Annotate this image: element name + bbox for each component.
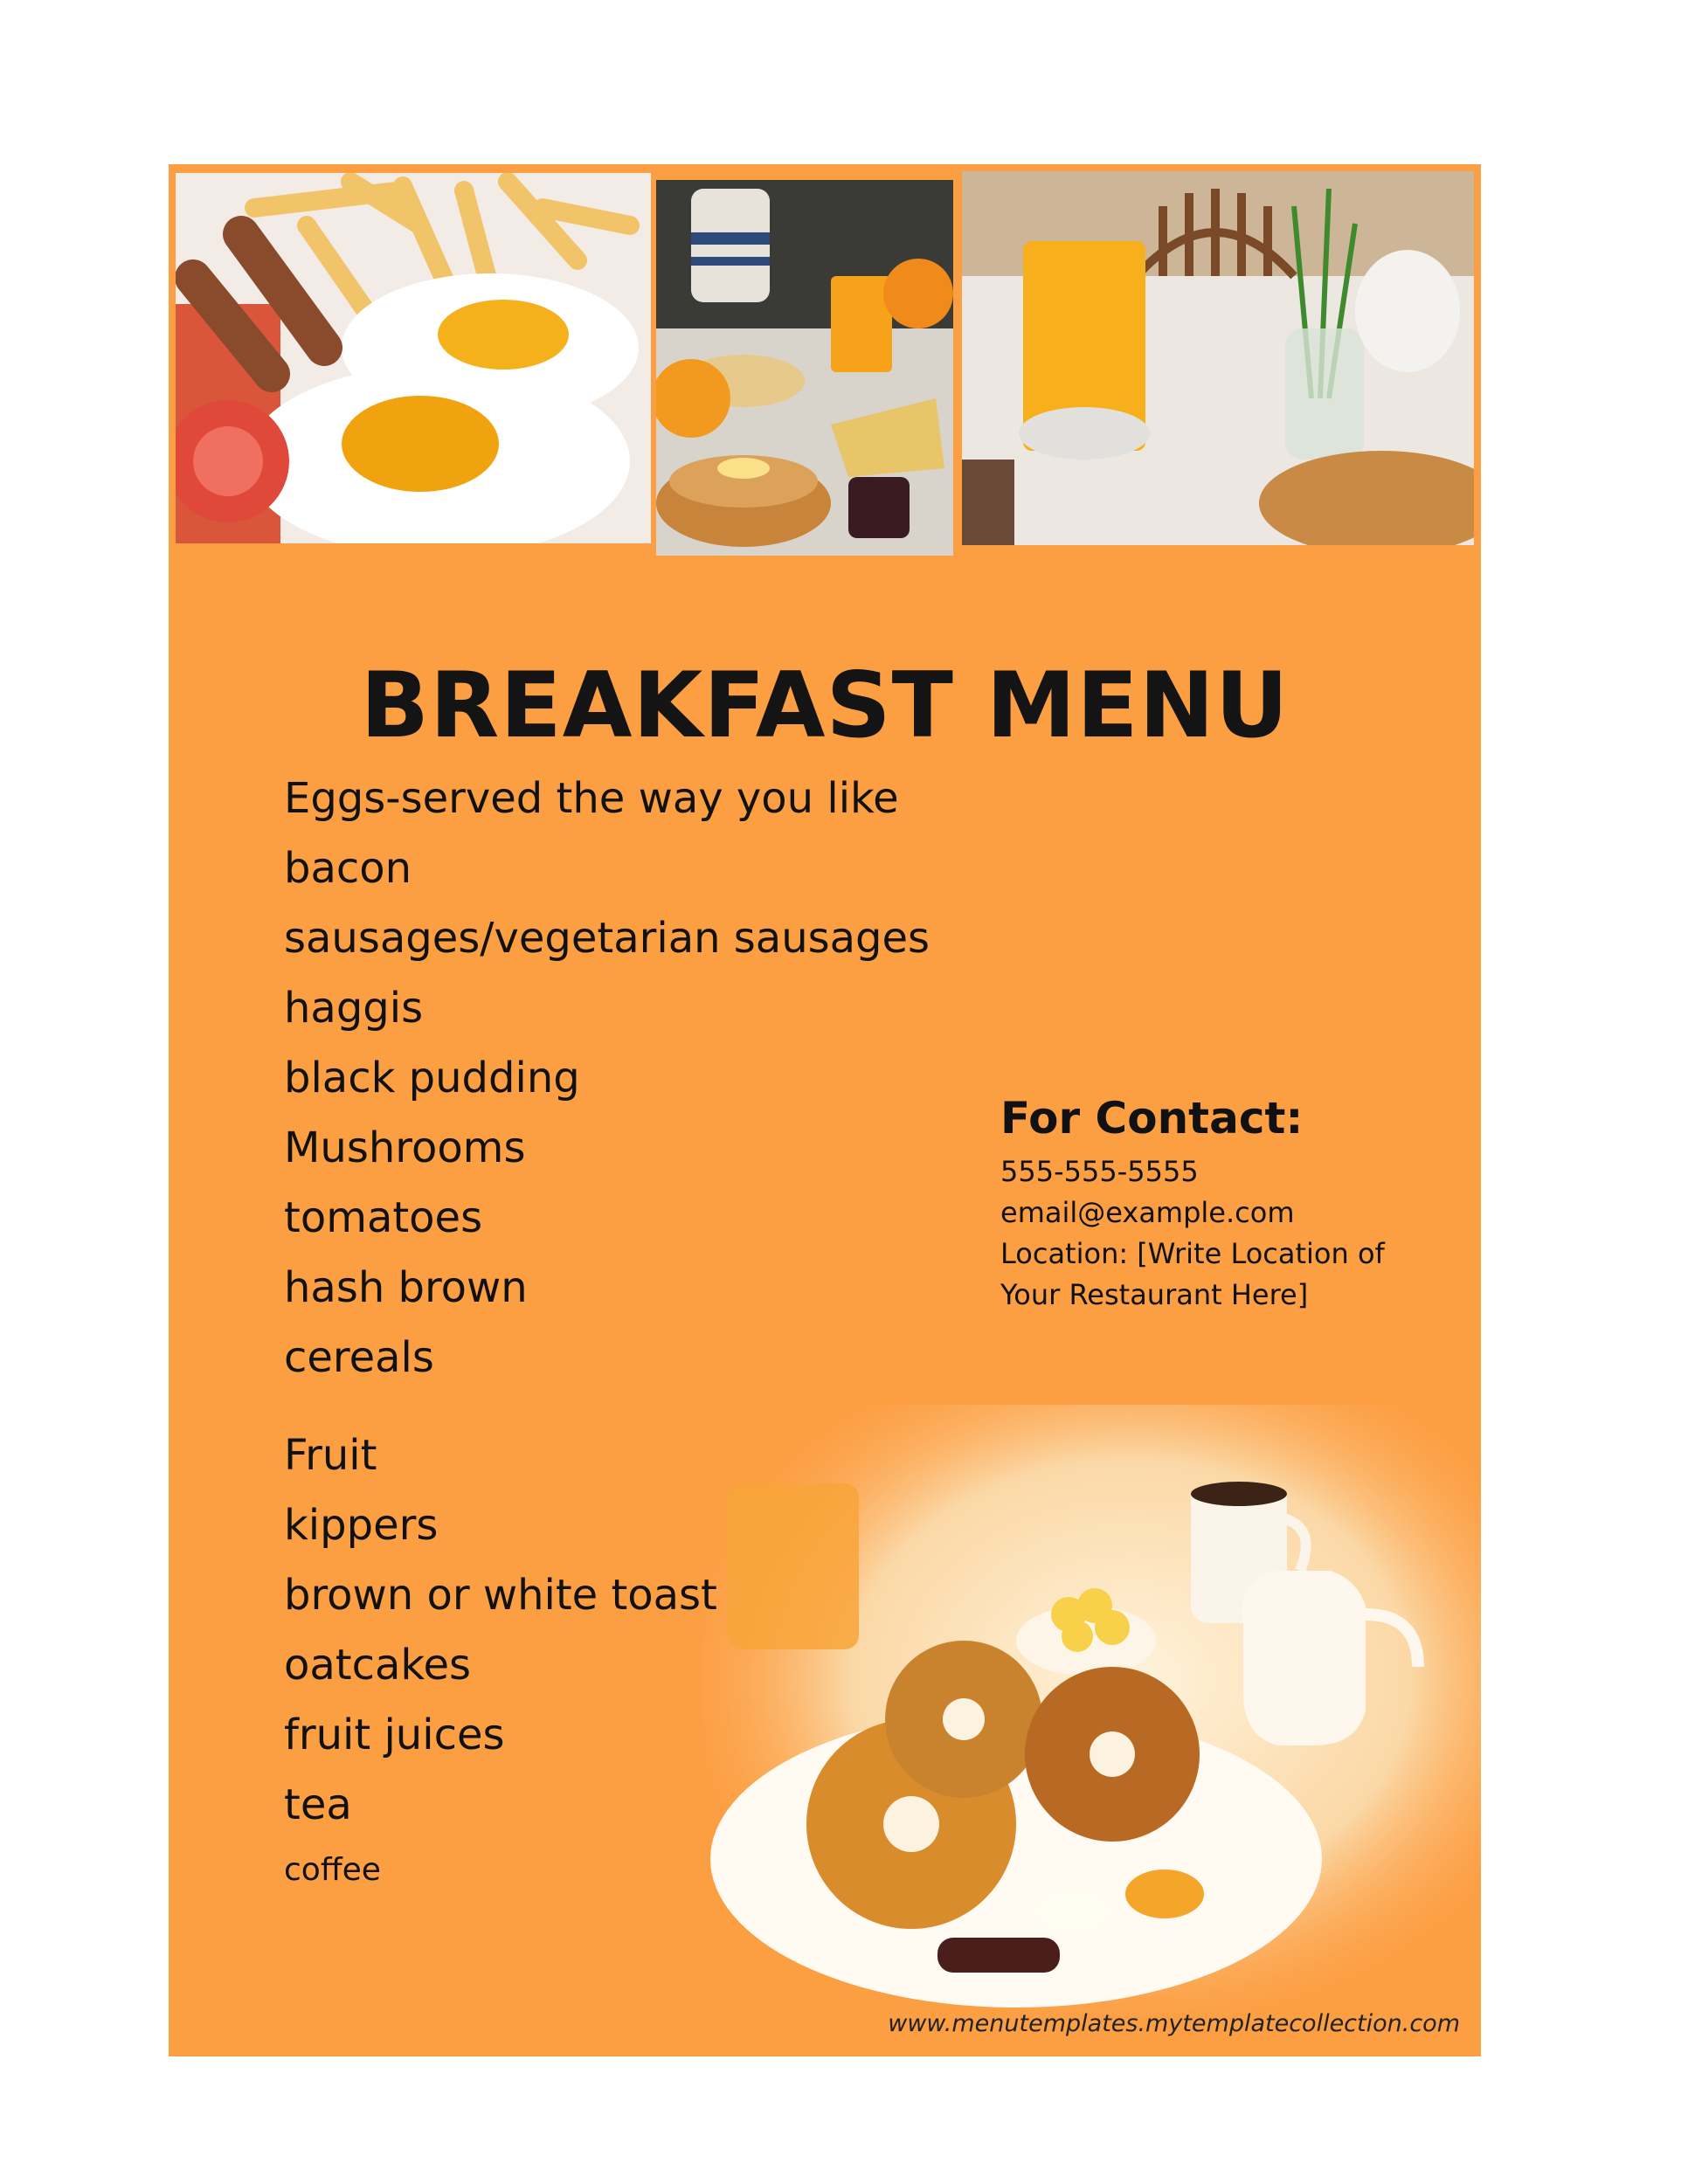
menu-item: sausages/vegetarian sausages xyxy=(284,914,930,963)
contact-phone: 555-555-5555 xyxy=(1000,1155,1199,1188)
eggs-sausage-photo xyxy=(176,173,651,543)
menu-item: Mushrooms xyxy=(284,1123,526,1172)
bagels-coffee-photo xyxy=(702,1405,1481,2016)
menu-item: tomatoes xyxy=(284,1193,483,1242)
contact-block xyxy=(1000,1090,1455,1316)
menu-item: oatcakes xyxy=(284,1641,472,1690)
menu-item: Fruit xyxy=(284,1431,377,1480)
contact-heading: For Contact: xyxy=(1000,1093,1304,1144)
menu-item: cereals xyxy=(284,1333,434,1382)
contact-location-line-2: Your Restaurant Here] xyxy=(1000,1278,1309,1311)
menu-item: tea xyxy=(284,1780,352,1829)
menu-list-2 xyxy=(284,1420,717,1910)
pancakes-photo xyxy=(656,180,953,556)
menu-poster xyxy=(169,164,1481,2056)
menu-item: hash brown xyxy=(284,1263,528,1312)
menu-list-1 xyxy=(284,764,930,1393)
contact-email: email@example.com xyxy=(1000,1196,1295,1229)
menu-item: coffee xyxy=(284,1852,381,1888)
menu-item: fruit juices xyxy=(284,1711,505,1759)
menu-item: bacon xyxy=(284,844,412,893)
menu-item: Eggs-served the way you like xyxy=(284,774,899,823)
website-link[interactable]: www.menutemplates.mytemplatecollection.com xyxy=(888,2010,1460,2037)
menu-item: haggis xyxy=(284,984,424,1033)
menu-title: BREAKFAST MENU xyxy=(360,653,1290,758)
juice-table-photo xyxy=(962,171,1474,545)
menu-item: kippers xyxy=(284,1501,439,1550)
menu-item: brown or white toast xyxy=(284,1571,717,1620)
contact-location-line-1: Location: [Write Location of xyxy=(1000,1237,1385,1270)
menu-item: black pudding xyxy=(284,1054,580,1102)
